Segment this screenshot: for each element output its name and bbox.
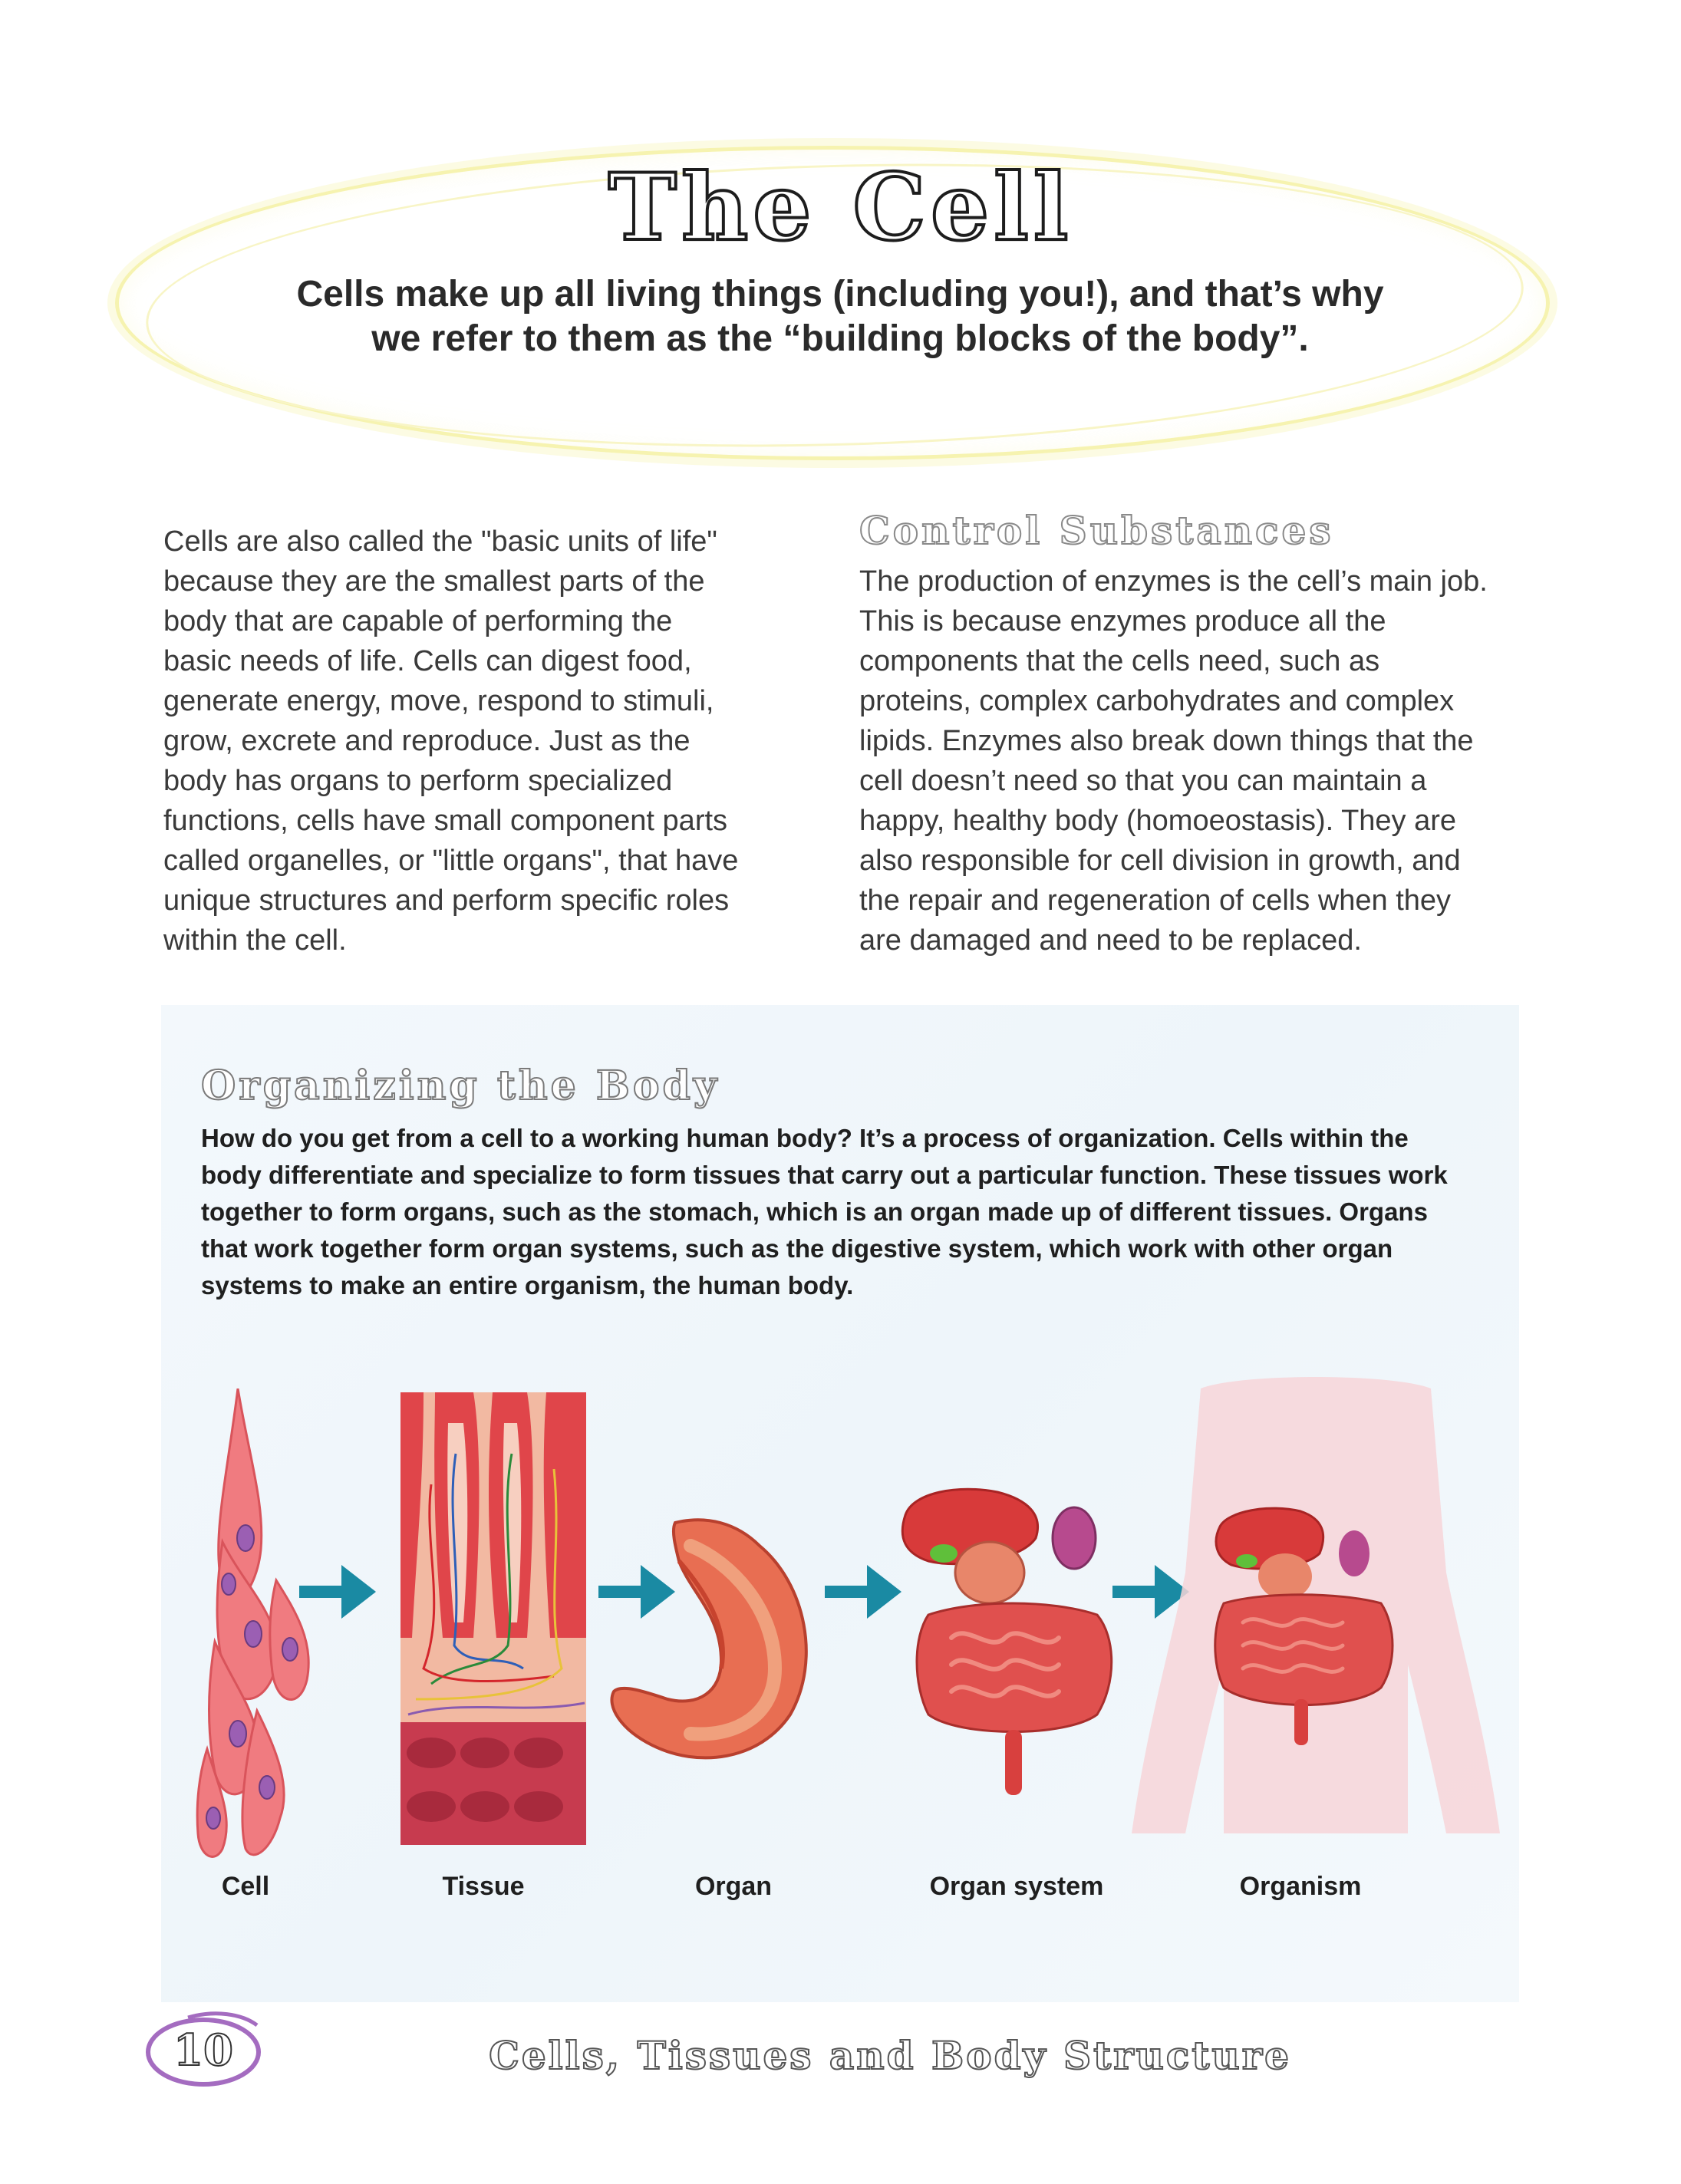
footer-chapter-title: Cells, Tissues and Body Structure: [489, 2033, 1291, 2078]
control-substances-heading: Control Substances: [859, 508, 1334, 553]
page-subtitle: Cells make up all living things (including you!), and that’s why we refer to them as the “building blocks of the body”.: [296, 274, 1384, 359]
stage-label-organ-system: Organ system: [929, 1872, 1104, 1901]
arrow-right-icon: [299, 1561, 376, 1622]
digestive-system-illustration: [898, 1484, 1128, 1807]
arrow-right-icon: [825, 1561, 901, 1622]
tissue-illustration: [400, 1392, 586, 1845]
stomach-illustration: [606, 1515, 829, 1768]
page-number: 10: [173, 2025, 233, 2076]
intro-paragraph: Cells are also called the "basic units of life" because they are the smallest parts of the body that are capable of performing the basic needs of life. Cells can digest food, generate energy, move, respond to stimuli, grow, excrete and reproduce. Just as the body has organs to perform specialized functions, cells have small component parts called organelles, or "little organs", that have unique structures and perform specific roles within the cell.: [163, 525, 739, 957]
control-substances-paragraph: The production of enzymes is the cell’s main job. This is because enzymes produce all the components that the cells need, such as proteins, complex carbohydrates and complex lipids. Enzymes also break down things that the cell doesn’t need so that you can maintain a happy, healthy body (homoeostasis). They are also responsible for cell division in growth, and the repair and regeneration of cells when they are damaged and need to be replaced.: [859, 565, 1488, 957]
page-title: The Cell: [608, 153, 1073, 262]
organizing-heading: Organizing the Body: [201, 1062, 720, 1109]
human-body-illustration: [1124, 1373, 1508, 1849]
stage-label-organ: Organ: [694, 1872, 773, 1901]
stage-label-cell: Cell: [221, 1872, 270, 1901]
organizing-paragraph: How do you get from a cell to a working human body? It’s a process of organization. Cells within the body differentiate and specialize to form tissues that carry out a particular function. These tissues work together to form organs, such as the stomach, which is an organ made up of different tissues. Organs that work together form organ systems, such as the digestive system, which work with other organ systems to make an entire organism, the human body.: [201, 1124, 1448, 1300]
cell-illustration: [192, 1388, 322, 1864]
stage-label-tissue: Tissue: [442, 1872, 525, 1901]
stage-label-organism: Organism: [1239, 1872, 1362, 1901]
